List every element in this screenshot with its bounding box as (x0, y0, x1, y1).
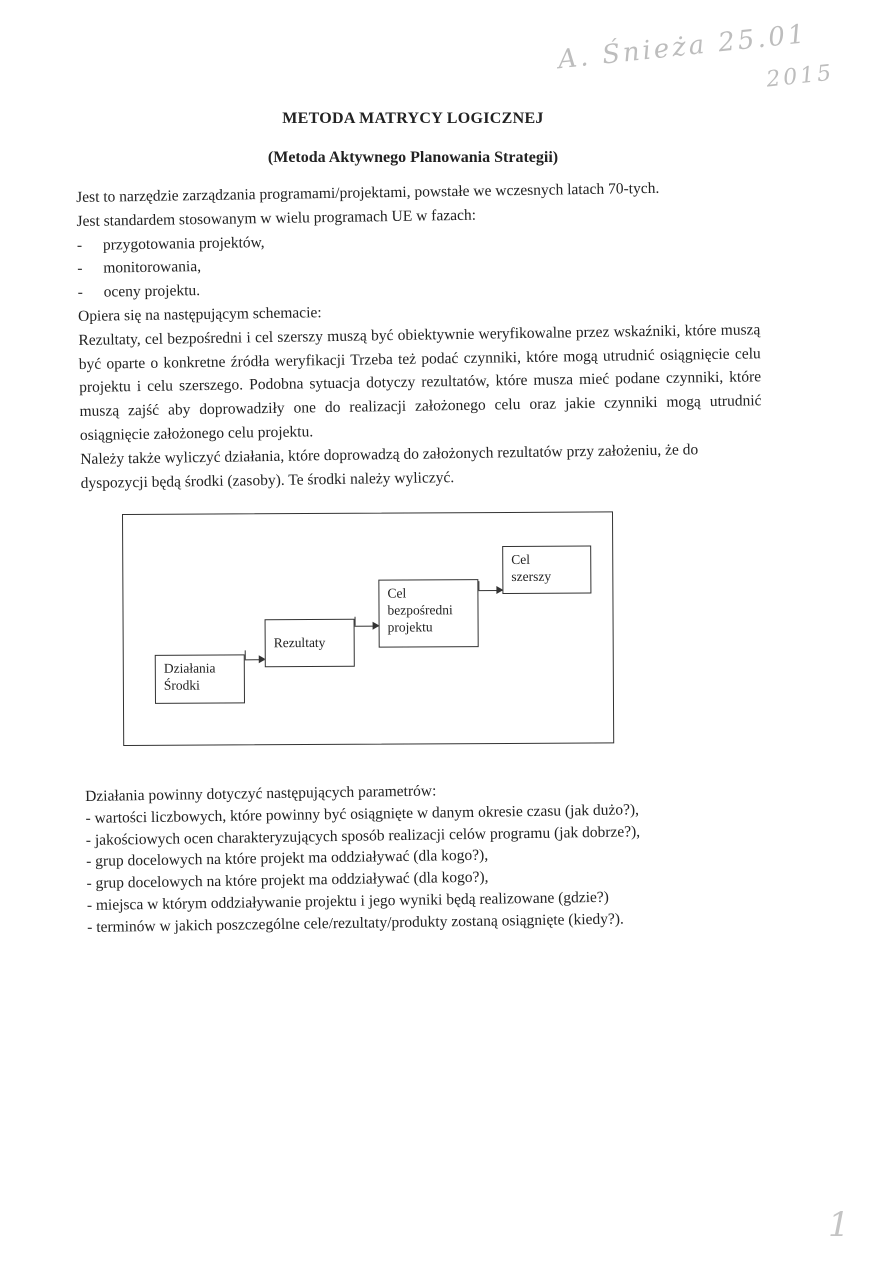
box-line: Cel (511, 551, 531, 567)
list-item: - wartości liczbowych, które powinny być osiągnięte w danym okresie czasu (jak dużo?), (85, 801, 640, 827)
box-line: Cel (387, 585, 407, 601)
box-cel-szerszy (502, 546, 591, 594)
phases-list (77, 223, 760, 305)
scheme-intro: Opiera się na następującym schemacie: (77, 304, 322, 325)
list-item: - terminów w jakich poszczególne cele/rezultaty/produkty zostaną osiągnięte (kiedy?). (87, 910, 624, 936)
list-item: - grup docelowych na które projekt ma oddziaływać (dla kogo?), (86, 868, 489, 893)
paragraph-actions: Należy także wyliczyć działania, które doprowadzą do założonych rezultatów przy założeniu, że do dyspozycji będą środki (zasoby). Te środki należy wyliczyć. (80, 441, 699, 492)
box-line: szerszy (511, 568, 552, 584)
arrow-to-cel-bezposredni (355, 626, 379, 627)
intro-section (76, 175, 763, 495)
list-item: - przygotowania projektów, (77, 223, 759, 258)
box-line: projektu (387, 619, 433, 635)
list-item: - miejsca w którym oddziaływanie projektu i jego wyniki będą realizowane (gdzie?) (86, 888, 610, 914)
logic-diagram (122, 511, 614, 746)
arrow-to-cel-szerszy (478, 590, 502, 591)
document-title: METODA MATRYCY LOGICZNEJ (282, 110, 544, 127)
handwritten-note-line2: 2015 (765, 60, 836, 93)
intro-line-2: Jest standardem stosowanym w wielu programach UE w fazach: (76, 206, 477, 230)
parameters-heading: Działania powinny dotyczyć następujących parametrów: (85, 782, 437, 805)
list-item: - jakościowych ocen charakteryzujących sposób realizacji celów programu (jak dobrze?), (85, 822, 641, 849)
box-dzialania-srodki (155, 654, 245, 703)
list-item: - oceny projektu. (77, 270, 759, 305)
parameters-section (85, 776, 747, 939)
arrow-connector (478, 581, 479, 590)
box-line: Rezultaty (273, 634, 326, 651)
arrow-to-rezultaty (245, 659, 265, 660)
box-cel-bezposredni (378, 579, 478, 648)
intro-line-1: Jest to narzędzie zarządzania programami/projektami, powstałe we wczesnych latach 70-tych. (76, 179, 660, 206)
box-rezultaty (265, 619, 355, 667)
document-subtitle: (Metoda Aktywnego Planowania Strategii) (267, 149, 559, 166)
list-item: - monitorowania, (77, 247, 759, 282)
box-line: Środki (163, 677, 200, 693)
list-item: - grup docelowych na które projekt ma oddziaływać (dla kogo?), (86, 847, 489, 871)
arrow-connector (245, 650, 246, 659)
parameters-list (85, 797, 747, 938)
box-line: Działania (163, 660, 216, 676)
paragraph-results: Rezultaty, cel bezpośredni i cel szerszy muszą być obiektywnie weryfikowalne przez wskaźniki, które muszą być oparte o konkretne źródła weryfikacji Trzeba też podać czynniki, które mogą utrudnić osiągnięcie celu projektu i celu szerszego. Podobna sytuacja dotyczy rezultatów, które musza mieć podane czynniki, które muszą zajść aby doprowadziły one do realizacji założonego celu oraz jakie czynniki mogą utrudnić osiągnięcie założonego celu projektu. (78, 321, 762, 444)
handwritten-note-line1: A. Śnieża 25.01 (556, 19, 809, 76)
arrow-connector (355, 617, 356, 626)
handwritten-note (557, 15, 854, 125)
box-line: bezpośredni (387, 602, 453, 618)
page-number: 1 (828, 1205, 850, 1245)
